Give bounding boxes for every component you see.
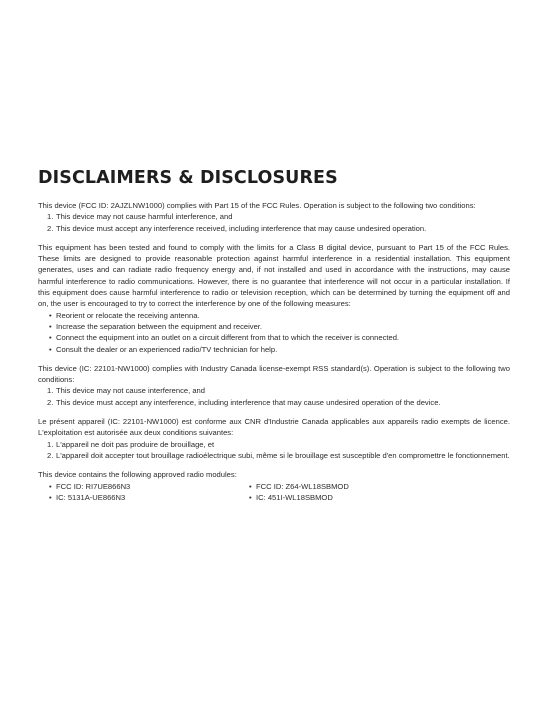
class-b-measures-list <box>38 310 510 355</box>
list-marker: 2. <box>47 223 54 233</box>
bullet-marker: • <box>49 492 52 502</box>
list-item <box>38 211 510 222</box>
list-item <box>38 223 510 234</box>
class-b-section <box>38 242 510 355</box>
list-item <box>38 481 238 492</box>
list-item-text: Increase the separation between the equipment and receiver. <box>56 321 263 331</box>
list-item-text: This device may not cause interference, and <box>56 386 206 396</box>
list-item <box>38 332 510 343</box>
list-marker: 2. <box>47 397 54 407</box>
list-item <box>38 344 510 355</box>
bullet-marker: • <box>49 481 52 491</box>
ic-intro: This device (IC: 22101-NW1000) complies with Industry Canada license-exempt RSS standard(s). Operation is subject to the following two conditions: <box>38 363 510 385</box>
list-item <box>238 481 438 492</box>
module-id: FCC ID: RI7UE866N3 <box>56 481 131 491</box>
list-marker: 1. <box>47 212 54 222</box>
list-item <box>38 310 510 321</box>
radio-modules-list <box>38 481 510 504</box>
bullet-marker: • <box>49 344 52 354</box>
list-item-text: L'appareil ne doit pas produire de brouillage, et <box>56 439 215 449</box>
module-id: FCC ID: Z64-WL18SBMOD <box>256 481 349 491</box>
list-item <box>38 321 510 332</box>
fcc-conditions-list <box>38 211 510 234</box>
ic-conditions-list <box>38 385 510 408</box>
list-item-text: This device must accept any interference, including interference that may cause undesired operation of the device. <box>56 397 441 407</box>
list-item <box>238 492 438 503</box>
list-item <box>38 439 510 450</box>
bullet-marker: • <box>49 333 52 343</box>
fcc-section <box>38 200 510 234</box>
class-b-intro: This equipment has been tested and found to comply with the limits for a Class B digital device, pursuant to Part 15 of the FCC Rules. These limits are designed to provide reasonable protection against harmful interference in a residential installation. This equipment generates, uses and can radiate radio frequency energy and, if not installed and used in accordance with the instructions, may cause harmful interference to radio communications. However, there is no guarantee that interference will not occur in a particular installation. If this equipment does cause harmful interference to radio or television reception, which can be determined by turning the equipment off and on, the user is encouraged to try to correct the interference by one of the following measures: <box>38 242 510 309</box>
list-item <box>38 385 510 396</box>
bullet-marker: • <box>49 310 52 320</box>
french-conditions-list <box>38 439 510 462</box>
list-marker: 1. <box>47 386 54 396</box>
list-marker: 2. <box>47 450 54 460</box>
list-marker: 1. <box>47 439 54 449</box>
disclosures-page <box>38 166 510 511</box>
bullet-marker: • <box>249 481 252 491</box>
fcc-intro: This device (FCC ID: 2AJZLNW1000) complies with Part 15 of the FCC Rules. Operation is subject to the following two conditions: <box>38 201 476 210</box>
french-intro: Le présent appareil (IC: 22101-NW1000) est conforme aux CNR d'Industrie Canada applicables aux appareils radio exempts de licence. L'exploitation est autorisée aux deux conditions suivantes: <box>38 417 510 438</box>
radio-modules-section <box>38 469 510 503</box>
module-id: IC: 5131A-UE866N3 <box>56 492 126 502</box>
list-item-text: This device must accept any interference received, including interference that may cause undesired operation. <box>56 223 427 233</box>
module-id: IC: 451I-WL18SBMOD <box>256 492 333 502</box>
list-item-text: Reorient or relocate the receiving antenna. <box>56 310 200 320</box>
list-item <box>38 450 510 461</box>
list-item-text: Consult the dealer or an experienced radio/TV technician for help. <box>56 344 278 354</box>
industry-canada-section <box>38 363 510 408</box>
french-section <box>38 416 510 461</box>
list-item-text: Connect the equipment into an outlet on a circuit different from that to which the receiver is connected. <box>56 333 400 343</box>
bullet-marker: • <box>249 492 252 502</box>
list-item <box>38 492 238 503</box>
list-item-text: This device may not cause harmful interference, and <box>56 212 233 222</box>
modules-intro: This device contains the following approved radio modules: <box>38 470 237 480</box>
bullet-marker: • <box>49 321 52 331</box>
list-item <box>38 397 510 408</box>
page-title: DISCLAIMERS & DISCLOSURES <box>38 168 338 188</box>
list-item-text: L'appareil doit accepter tout brouillage radioélectrique subi, même si le brouillage est susceptible d'en compromettre le fonctionnement. <box>56 450 510 460</box>
